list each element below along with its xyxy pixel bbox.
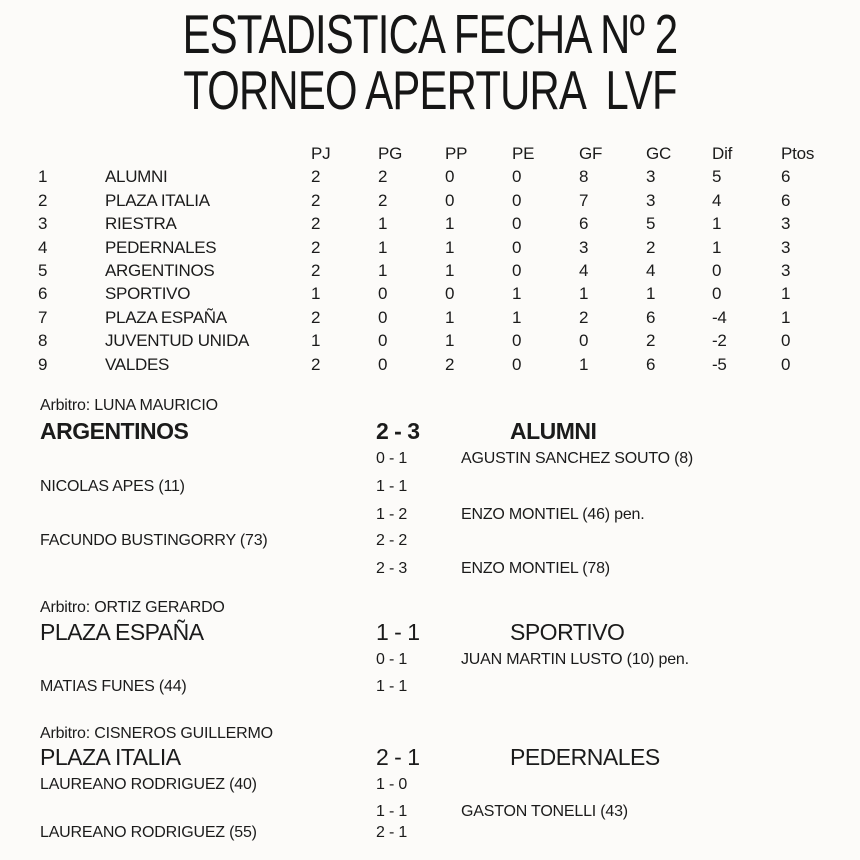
match-header <box>0 619 860 647</box>
rank-cell: 7 <box>38 307 48 327</box>
goal-event-row <box>0 651 860 671</box>
stat-cell: 5 <box>712 167 722 187</box>
page-title <box>0 3 860 121</box>
event-score: 2 - 3 <box>376 560 408 577</box>
goal-event-row <box>0 506 860 526</box>
standings-header-spacer <box>38 142 105 165</box>
event-score: 1 - 1 <box>376 803 408 820</box>
home-scorer: MATIAS FUNES (44) <box>40 678 187 695</box>
stat-cell: 2 <box>311 190 321 210</box>
stat-cell: -4 <box>712 307 727 327</box>
stat-cell: 0 <box>512 354 522 374</box>
rank-cell: 1 <box>38 167 48 187</box>
stat-cell: 2 <box>378 190 388 210</box>
stat-cell: 0 <box>378 354 388 374</box>
stat-cell: 1 <box>646 284 656 304</box>
stat-cell: 0 <box>512 260 522 280</box>
referee-label: Arbitro: CISNEROS GUILLERMO <box>40 725 273 742</box>
stat-cell: 0 <box>378 331 388 351</box>
stat-cell: 1 <box>781 307 791 327</box>
goal-event-row <box>0 803 860 823</box>
stat-cell: 1 <box>512 307 522 327</box>
team-cell: JUVENTUD UNIDA <box>105 331 250 351</box>
stat-cell: -5 <box>712 354 727 374</box>
stat-cell: 1 <box>378 237 388 257</box>
event-score: 2 - 2 <box>376 532 408 549</box>
stat-cell: 0 <box>512 331 522 351</box>
rank-cell: 3 <box>38 214 48 234</box>
stat-cell: 1 <box>579 354 589 374</box>
stat-cell: 5 <box>646 214 656 234</box>
stat-cell: 2 <box>311 307 321 327</box>
stat-cell: 6 <box>646 307 656 327</box>
home-scorer: NICOLAS APES (11) <box>40 478 185 495</box>
event-score: 1 - 0 <box>376 776 408 793</box>
stat-cell: 4 <box>646 260 656 280</box>
stat-cell: 1 <box>445 260 455 280</box>
away-team: SPORTIVO <box>510 619 625 645</box>
team-cell: RIESTRA <box>105 214 177 234</box>
match-score: 1 - 1 <box>376 619 420 645</box>
standings-header-cell: PG <box>378 144 403 163</box>
stat-cell: 4 <box>712 190 722 210</box>
away-team: PEDERNALES <box>510 744 660 770</box>
match-header <box>0 418 860 446</box>
stat-cell: 3 <box>781 237 791 257</box>
stat-cell: 0 <box>712 284 722 304</box>
away-team: ALUMNI <box>510 418 597 444</box>
stat-cell: 6 <box>781 190 791 210</box>
stat-cell: 1 <box>712 214 722 234</box>
stat-cell: 3 <box>781 260 791 280</box>
goal-event-row <box>0 450 860 470</box>
stat-cell: 2 <box>445 354 455 374</box>
stat-cell: 1 <box>445 214 455 234</box>
referee-label: Arbitro: ORTIZ GERARDO <box>40 599 225 616</box>
team-cell: PLAZA ESPAÑA <box>105 307 227 327</box>
standings-header-cell: GC <box>646 144 672 163</box>
stat-cell: 0 <box>512 190 522 210</box>
stat-cell: 0 <box>445 284 455 304</box>
rank-cell: 2 <box>38 190 48 210</box>
standings-header-cell: GF <box>579 144 603 163</box>
home-team: PLAZA ESPAÑA <box>40 619 204 645</box>
stat-cell: 2 <box>646 331 656 351</box>
home-team: ARGENTINOS <box>40 418 189 444</box>
stat-cell: 0 <box>781 331 791 351</box>
away-scorer: GASTON TONELLI (43) <box>461 803 628 820</box>
stat-cell: 1 <box>712 237 722 257</box>
referee-label: Arbitro: LUNA MAURICIO <box>40 397 218 414</box>
standings-header-cell: Dif <box>712 144 733 163</box>
stat-cell: 1 <box>579 284 589 304</box>
away-scorer: AGUSTIN SANCHEZ SOUTO (8) <box>461 450 694 467</box>
stat-cell: 2 <box>579 307 589 327</box>
stat-cell: 0 <box>712 260 722 280</box>
team-cell: PLAZA ITALIA <box>105 190 210 210</box>
stat-cell: 2 <box>311 167 321 187</box>
goal-event-row <box>0 532 860 552</box>
rank-cell: 6 <box>38 284 48 304</box>
stat-cell: 0 <box>781 354 791 374</box>
away-scorer: ENZO MONTIEL (78) <box>461 560 610 577</box>
stat-cell: 3 <box>579 237 589 257</box>
stat-cell: 8 <box>579 167 589 187</box>
stat-cell: 2 <box>378 167 388 187</box>
stat-cell: 0 <box>512 237 522 257</box>
away-scorer: ENZO MONTIEL (46) pen. <box>461 506 645 523</box>
stat-cell: -2 <box>712 331 727 351</box>
stat-cell: 1 <box>781 284 791 304</box>
goal-event-row <box>0 560 860 580</box>
stat-cell: 1 <box>512 284 522 304</box>
match-header <box>0 744 860 772</box>
goal-event-row <box>0 824 860 844</box>
stat-cell: 0 <box>512 167 522 187</box>
stat-cell: 0 <box>579 331 589 351</box>
stat-cell: 1 <box>378 214 388 234</box>
stat-cell: 6 <box>646 354 656 374</box>
stat-cell: 1 <box>378 260 388 280</box>
match-score: 2 - 1 <box>376 744 420 770</box>
goal-event-row <box>0 478 860 498</box>
stat-cell: 4 <box>579 260 589 280</box>
event-score: 0 - 1 <box>376 450 408 467</box>
title-line-2: TORNEO APERTURA LVF <box>183 59 677 121</box>
rank-cell: 8 <box>38 331 48 351</box>
team-cell: ALUMNI <box>105 167 168 187</box>
goal-event-row <box>0 776 860 796</box>
stat-cell: 1 <box>445 307 455 327</box>
team-cell: PEDERNALES <box>105 237 217 257</box>
standings-header-spacer <box>105 142 311 165</box>
event-score: 0 - 1 <box>376 651 408 668</box>
stat-cell: 0 <box>378 307 388 327</box>
stat-cell: 2 <box>646 237 656 257</box>
home-scorer: LAUREANO RODRIGUEZ (55) <box>40 824 257 841</box>
stat-cell: 1 <box>311 331 321 351</box>
goal-event-row <box>0 678 860 698</box>
stat-cell: 2 <box>311 260 321 280</box>
team-cell: VALDES <box>105 354 170 374</box>
stat-cell: 3 <box>781 214 791 234</box>
standings-header-cell: PP <box>445 144 468 163</box>
stat-cell: 3 <box>646 167 656 187</box>
stat-cell: 0 <box>445 190 455 210</box>
title-line-1: ESTADISTICA FECHA Nº 2 <box>182 3 678 65</box>
stat-cell: 7 <box>579 190 589 210</box>
event-score: 1 - 1 <box>376 478 408 495</box>
stat-cell: 2 <box>311 237 321 257</box>
home-team: PLAZA ITALIA <box>40 744 181 770</box>
event-score: 2 - 1 <box>376 824 408 841</box>
team-cell: SPORTIVO <box>105 284 191 304</box>
stat-cell: 1 <box>311 284 321 304</box>
team-cell: ARGENTINOS <box>105 260 215 280</box>
away-scorer: JUAN MARTIN LUSTO (10) pen. <box>461 651 689 668</box>
stat-cell: 0 <box>378 284 388 304</box>
stat-cell: 2 <box>311 214 321 234</box>
stat-cell: 2 <box>311 354 321 374</box>
standings-header-cell: Ptos <box>781 144 815 163</box>
rank-cell: 5 <box>38 260 48 280</box>
home-scorer: LAUREANO RODRIGUEZ (40) <box>40 776 257 793</box>
standings-header-cell: PJ <box>311 144 331 163</box>
stat-cell: 1 <box>445 331 455 351</box>
standings-header-cell: PE <box>512 144 535 163</box>
event-score: 1 - 1 <box>376 678 408 695</box>
match-score: 2 - 3 <box>376 418 420 444</box>
rank-cell: 4 <box>38 237 48 257</box>
rank-cell: 9 <box>38 354 48 374</box>
stat-cell: 0 <box>445 167 455 187</box>
stat-cell: 1 <box>445 237 455 257</box>
stat-cell: 3 <box>646 190 656 210</box>
event-score: 1 - 2 <box>376 506 408 523</box>
home-scorer: FACUNDO BUSTINGORRY (73) <box>40 532 268 549</box>
stat-cell: 0 <box>512 214 522 234</box>
stat-cell: 6 <box>781 167 791 187</box>
stat-cell: 6 <box>579 214 589 234</box>
standings-table <box>38 142 860 376</box>
